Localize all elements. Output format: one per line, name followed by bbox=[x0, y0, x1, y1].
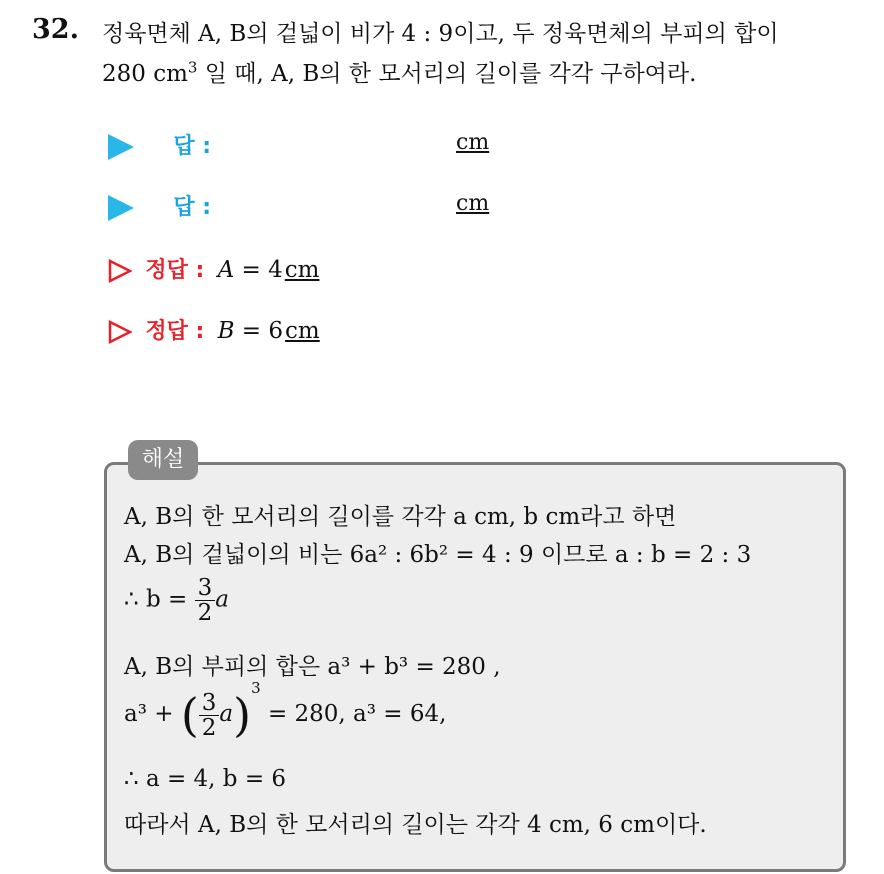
l3-pre: ∴ b = bbox=[124, 586, 195, 613]
l5-exp: 3 bbox=[251, 679, 261, 697]
correct-unit: cm bbox=[284, 257, 320, 283]
question-line-1: 정육면체 A, B의 겉넓이 비가 4 : 9이고, 두 정육면체의 부피의 합이 bbox=[102, 21, 779, 47]
correct-answer-row-1 bbox=[108, 254, 319, 286]
left-paren: ( bbox=[180, 688, 199, 742]
answer-row-2 bbox=[108, 191, 211, 223]
correct-label: 정답 : bbox=[145, 319, 205, 344]
question-number: 32. bbox=[32, 14, 79, 45]
answer-label: 답 : bbox=[173, 195, 212, 220]
fraction-denominator: 2 bbox=[201, 714, 217, 741]
fraction-numerator: 3 bbox=[195, 576, 216, 601]
explanation-tag: 해설 bbox=[128, 440, 198, 480]
explanation-line-7: 따라서 A, B의 한 모서리의 길이는 각각 4 cm, 6 cm이다. bbox=[124, 812, 707, 838]
question-line-2-post: 일 때, A, B의 한 모서리의 길이를 각각 구하여라. bbox=[197, 61, 697, 87]
play-arrow-icon bbox=[108, 195, 134, 221]
correct-var: B bbox=[217, 318, 235, 344]
answer-unit: cm bbox=[456, 130, 490, 155]
explanation-line-2: A, B의 겉넓이의 비는 6a² : 6b² = 4 : 9 이므로 a : b = 2 : 3 bbox=[124, 542, 752, 568]
correct-value: = 6 bbox=[234, 318, 284, 344]
outline-triangle-icon bbox=[108, 259, 132, 283]
correct-var: A bbox=[217, 257, 235, 283]
answer-row-1 bbox=[108, 130, 211, 162]
explanation-line-3 bbox=[124, 576, 229, 625]
explanation-line-1: A, B의 한 모서리의 길이를 각각 a cm, b cm라고 하면 bbox=[124, 504, 677, 530]
explanation-line-5 bbox=[124, 679, 447, 742]
correct-value: = 4 bbox=[234, 257, 283, 283]
fraction bbox=[195, 576, 216, 625]
question-line-2-sup: 3 bbox=[187, 58, 198, 77]
correct-label: 정답 : bbox=[145, 258, 205, 283]
fraction bbox=[199, 691, 220, 740]
right-paren: ) bbox=[233, 688, 252, 742]
answer-label: 답 : bbox=[173, 134, 212, 159]
play-arrow-icon bbox=[108, 134, 134, 160]
correct-answer-row-2 bbox=[108, 315, 320, 347]
answer-unit: cm bbox=[456, 191, 490, 216]
question-line-2-pre: 280 cm bbox=[102, 61, 188, 87]
outline-triangle-icon bbox=[108, 320, 132, 344]
l3-post: a bbox=[215, 586, 229, 613]
explanation-line-6: ∴ a = 4, b = 6 bbox=[124, 766, 287, 792]
question-line-2 bbox=[102, 54, 872, 94]
correct-unit: cm bbox=[285, 318, 320, 344]
l5-pre: a³ + bbox=[124, 701, 181, 727]
question-text bbox=[102, 14, 872, 94]
l5-var: a bbox=[219, 701, 234, 727]
fraction-denominator: 2 bbox=[197, 600, 213, 626]
explanation-line-4: A, B의 부피의 합은 a³ + b³ = 280 , bbox=[124, 654, 501, 680]
l5-post: = 280, a³ = 64, bbox=[260, 701, 447, 727]
fraction-numerator: 3 bbox=[199, 691, 220, 716]
